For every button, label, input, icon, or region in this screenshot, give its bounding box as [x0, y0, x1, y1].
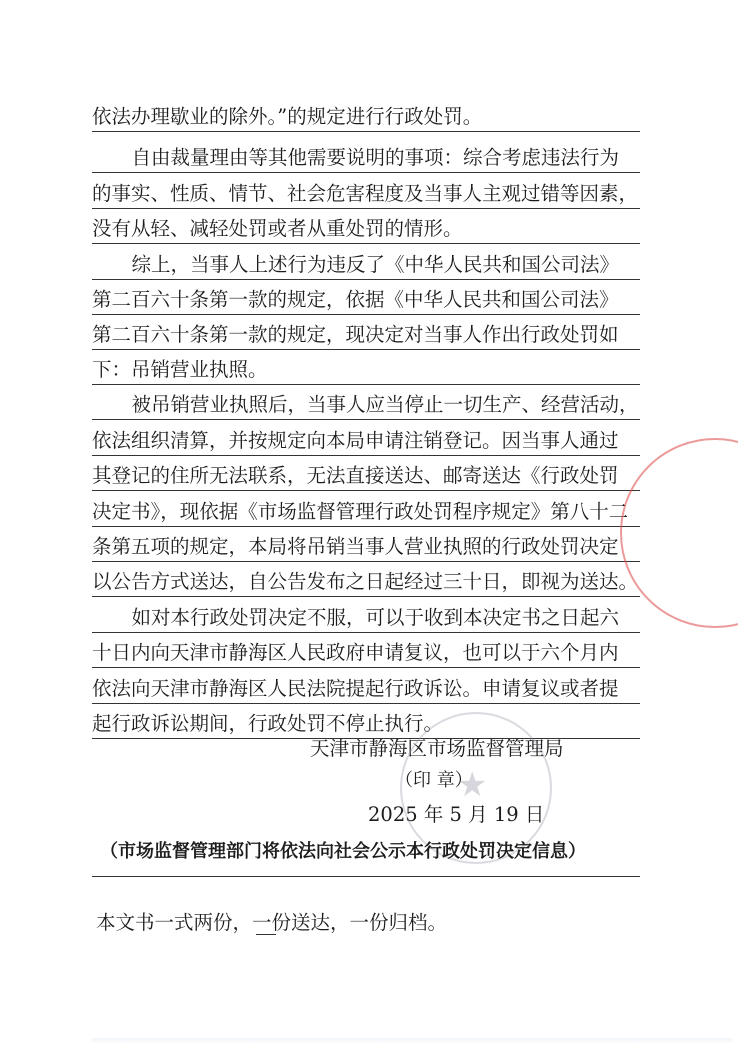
line-underline: [92, 419, 640, 420]
seal-label: （印 章）: [395, 770, 473, 791]
line-underline: [92, 455, 640, 456]
body-line: 如对本行政处罚决定不服，可以于收到本决定书之日起六: [112, 606, 620, 629]
body-line: 决定书》，现依据《市场监督管理行政处罚程序规定》第八十二: [92, 500, 629, 523]
line-underline: [92, 596, 640, 597]
body-line: 以公告方式送达，自公告发布之日起经过三十日，即视为送达。: [92, 570, 639, 593]
body-line: 依法办理歇业的除外。”的规定进行行政处罚。: [92, 105, 483, 128]
line-underline: [92, 279, 640, 280]
line-underline: [92, 526, 640, 527]
line-underline: [92, 314, 640, 315]
copies-note: 本文书一式两份，一份送达，一份归档。: [96, 911, 448, 934]
body-line: 条第五项的规定，本局将吊销当事人营业执照的行政处罚决定: [92, 535, 619, 558]
body-line: 第二百六十条第一款的规定，依据《中华人民共和国公司法》: [92, 288, 619, 311]
line-underline: [92, 384, 640, 385]
line-underline: [92, 667, 640, 668]
line-underline: [92, 490, 640, 491]
line-underline: [92, 208, 640, 209]
line-underline: [92, 703, 640, 704]
body-line: 起行政诉讼期间，行政处罚不停止执行。: [92, 712, 444, 735]
body-line: 的事实、性质、情节、社会危害程度及当事人主观过错等因素，: [92, 182, 639, 205]
decision-date: 2025 年 5 月 19 日: [368, 803, 545, 826]
line-underline: [92, 243, 640, 244]
body-line: 被吊销营业执照后，当事人应当停止一切生产、经营活动，: [112, 393, 639, 416]
line-underline: [92, 131, 640, 132]
body-line: 下：吊销营业执照。: [92, 358, 268, 381]
issuing-authority: 天津市静海区市场监督管理局: [310, 737, 564, 760]
body-line: 依法组织清算，并按规定向本局申请注销登记。因当事人通过: [92, 429, 619, 452]
body-line: 第二百六十条第一款的规定，现决定对当事人作出行政处罚如: [92, 323, 619, 346]
body-line: 没有从轻、减轻处罚或者从重处罚的情形。: [92, 217, 463, 240]
publicity-note: （市场监督管理部门将依法向社会公示本行政处罚决定信息）: [100, 841, 586, 862]
scan-edge: [92, 1038, 732, 1044]
line-underline: [92, 349, 640, 350]
line-underline: [92, 172, 640, 173]
copies-underline: [256, 934, 276, 935]
line-underline: [92, 632, 640, 633]
body-line: 自由裁量理由等其他需要说明的事项：综合考虑违法行为: [112, 146, 620, 169]
note-underline: [92, 876, 640, 877]
body-line: 其登记的住所无法联系，无法直接送达、邮寄送达《行政处罚: [92, 464, 619, 487]
seal-star-icon: ★: [457, 765, 488, 805]
body-line: 依法向天津市静海区人民法院提起行政诉讼。申请复议或者提: [92, 677, 619, 700]
body-line: 综上，当事人上述行为违反了《中华人民共和国公司法》: [112, 253, 620, 276]
line-underline: [92, 561, 640, 562]
body-line: 十日内向天津市静海区人民政府申请复议，也可以于六个月内: [92, 641, 619, 664]
